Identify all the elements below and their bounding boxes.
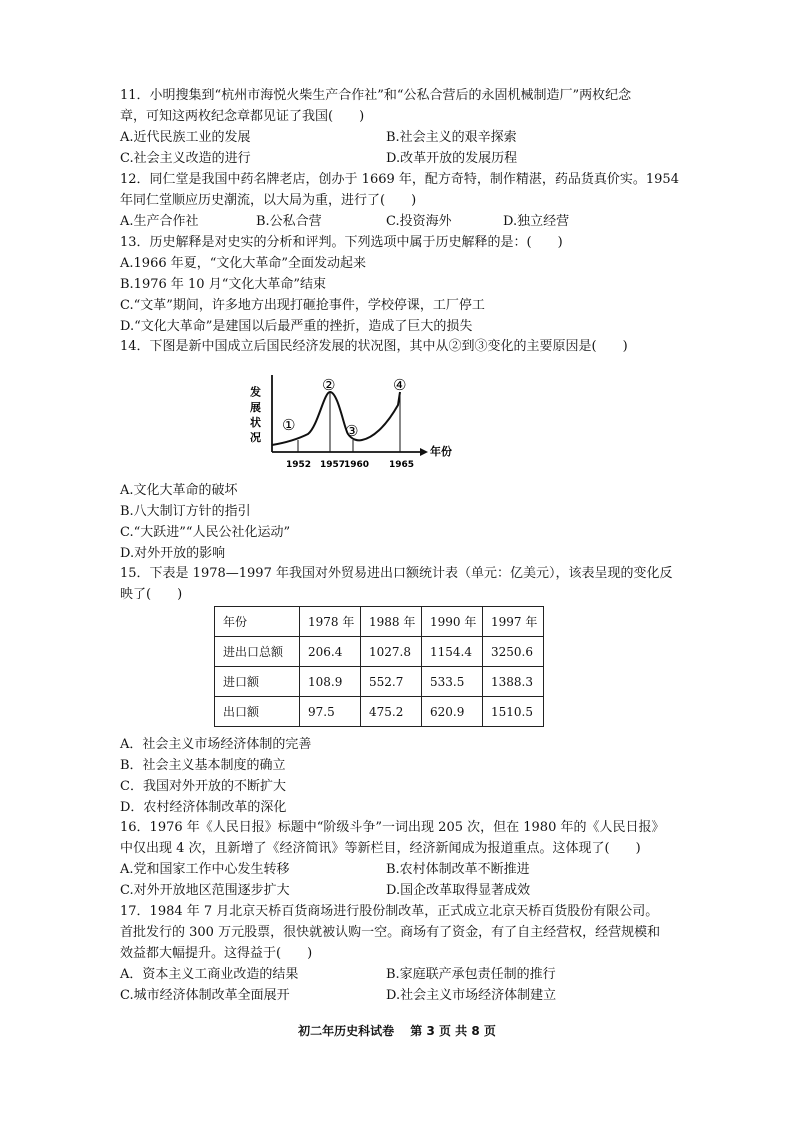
q15-stem-line2: 映了( ) xyxy=(120,587,183,602)
economy-development-chart xyxy=(250,370,480,480)
q15-stem-line1: 15．下表是 1978—1997 年我国对外贸易进出口额统计表（单元：亿美元），该表呈现的变化反 xyxy=(120,566,673,581)
q14-stem: 14．下图是新中国成立后国民经济发展的状况图，其中从②到③变化的主要原因是( ) xyxy=(120,339,628,354)
q13-option-b: B.1976 年 10 月“文化大革命”结束 xyxy=(120,277,327,292)
x-tick-1952: 1952 xyxy=(286,460,312,470)
q15-option-b: B．社会主义基本制度的确立 xyxy=(120,758,286,773)
q17-option-a: A．资本主义工商业改造的结果 xyxy=(120,967,299,982)
q11-option-c: C.社会主义改造的进行 xyxy=(120,151,251,166)
footer-title: 初二年历史科试卷 xyxy=(298,1024,395,1038)
q17-option-b: B.家庭联产承包责任制的推行 xyxy=(386,967,556,982)
q13-option-d: D.“文化大革命”是建国以后最严重的挫折，造成了巨大的损失 xyxy=(120,319,473,334)
point-label-1: ① xyxy=(282,416,296,434)
point-label-3: ③ xyxy=(345,422,359,440)
table-cell: 1154.4 xyxy=(422,637,483,667)
table-cell: 1510.5 xyxy=(483,697,544,727)
q16-option-d: D.国企改革取得显著成效 xyxy=(386,883,531,898)
table-cell: 97.5 xyxy=(300,697,361,727)
q17-stem-line1: 17．1984 年 7 月北京天桥百货商场进行股份制改革，正式成立北京天桥百货股份有限公司。 xyxy=(120,904,659,919)
q14-option-d: D.对外开放的影响 xyxy=(120,546,226,561)
q12-option-d: D.独立经营 xyxy=(503,214,570,229)
q17-option-d: D.社会主义市场经济体制建立 xyxy=(386,988,557,1003)
table-cell: 552.7 xyxy=(361,667,422,697)
table-row xyxy=(215,637,544,667)
table-cell: 进口额 xyxy=(215,667,300,697)
table-cell: 533.5 xyxy=(422,667,483,697)
q12-stem-line1: 12．同仁堂是我国中药名牌老店，创办于 1669 年，配方奇特，制作精湛，药品货真价实。1954 xyxy=(120,172,679,187)
q17-stem-line2: 首批发行的 300 万元股票，很快就被认购一空。商场有了资金，有了自主经营权，经营规模和 xyxy=(120,925,661,940)
q13-option-a: A.1966 年夏，“文化大革命”全面发动起来 xyxy=(120,256,367,271)
q11-option-a: A.近代民族工业的发展 xyxy=(120,130,251,145)
point-label-4: ④ xyxy=(393,376,407,394)
footer-page-number: 第 3 页 共 8 页 xyxy=(410,1024,496,1038)
x-tick-1957: 1957 xyxy=(320,460,346,470)
table-cell: 620.9 xyxy=(422,697,483,727)
page-footer xyxy=(0,1022,794,1039)
q11-option-d: D.改革开放的发展历程 xyxy=(386,151,518,166)
table-cell: 1388.3 xyxy=(483,667,544,697)
y-axis-label: 发 展 状 况 xyxy=(248,386,262,442)
q13-option-c: C.“文革”期间，许多地方出现打砸抢事件，学校停课，工厂停工 xyxy=(120,298,485,313)
table-cell: 475.2 xyxy=(361,697,422,727)
table-cell: 1027.8 xyxy=(361,637,422,667)
q12-option-a: A.生产合作社 xyxy=(120,214,199,229)
table-header-cell: 1997 年 xyxy=(483,607,544,637)
q16-stem-line1: 16．1976 年《人民日报》标题中“阶级斗争”一词出现 205 次，但在 1980 年的《人民日报》 xyxy=(120,820,665,835)
q17-stem-line3: 效益都大幅提升。这得益于( ) xyxy=(120,946,313,961)
x-tick-1965: 1965 xyxy=(389,460,415,470)
table-header-cell: 年份 xyxy=(215,607,300,637)
q14-option-c: C.“大跃进”“人民公社化运动” xyxy=(120,525,291,540)
table-cell: 出口额 xyxy=(215,697,300,727)
q15-option-a: A．社会主义市场经济体制的完善 xyxy=(120,737,312,752)
q13-stem: 13．历史解释是对史实的分析和评判。下列选项中属于历史解释的是：( ) xyxy=(120,235,563,250)
q17-option-c: C.城市经济体制改革全面展开 xyxy=(120,988,290,1003)
q11-stem-line1: 11．小明搜集到“杭州市海悦火柴生产合作社”和“公私合营后的永固机械制造厂”两枚纪念 xyxy=(120,88,632,103)
q11-stem-line2: 章，可知这两枚纪念章都见证了我国( ) xyxy=(120,109,365,124)
point-label-2: ② xyxy=(322,376,336,394)
q16-stem-line2: 中仅出现 4 次，且新增了《经济简讯》等新栏目，经济新闻成为报道重点。这体现了( ) xyxy=(120,841,641,856)
table-cell: 108.9 xyxy=(300,667,361,697)
q16-option-c: C.对外开放地区范围逐步扩大 xyxy=(120,883,290,898)
table-cell: 206.4 xyxy=(300,637,361,667)
q14-option-b: B.八大制订方针的指引 xyxy=(120,504,251,519)
q11-option-b: B.社会主义的艰辛探索 xyxy=(386,130,517,145)
table-header-row xyxy=(215,607,544,637)
table-header-cell: 1990 年 xyxy=(422,607,483,637)
q12-option-b: B.公私合营 xyxy=(256,214,322,229)
q14-option-a: A.文化大革命的破坏 xyxy=(120,483,238,498)
trade-table xyxy=(214,606,544,727)
x-axis-arrow xyxy=(420,448,428,456)
q16-option-b: B.农村体制改革不断推进 xyxy=(386,862,530,877)
table-header-cell: 1988 年 xyxy=(361,607,422,637)
q16-option-a: A.党和国家工作中心发生转移 xyxy=(120,862,290,877)
q12-option-c: C.投资海外 xyxy=(386,214,452,229)
q15-option-d: D．农村经济体制改革的深化 xyxy=(120,800,287,815)
x-tick-1960: 1960 xyxy=(344,460,370,470)
table-row xyxy=(215,697,544,727)
x-axis-label: 年份 xyxy=(430,445,452,458)
q15-option-c: C．我国对外开放的不断扩大 xyxy=(120,779,286,794)
table-row xyxy=(215,667,544,697)
table-cell: 3250.6 xyxy=(483,637,544,667)
table-header-cell: 1978 年 xyxy=(300,607,361,637)
q12-stem-line2: 年同仁堂顺应历史潮流，以大局为重，进行了( ) xyxy=(120,193,417,208)
table-cell: 进出口总额 xyxy=(215,637,300,667)
